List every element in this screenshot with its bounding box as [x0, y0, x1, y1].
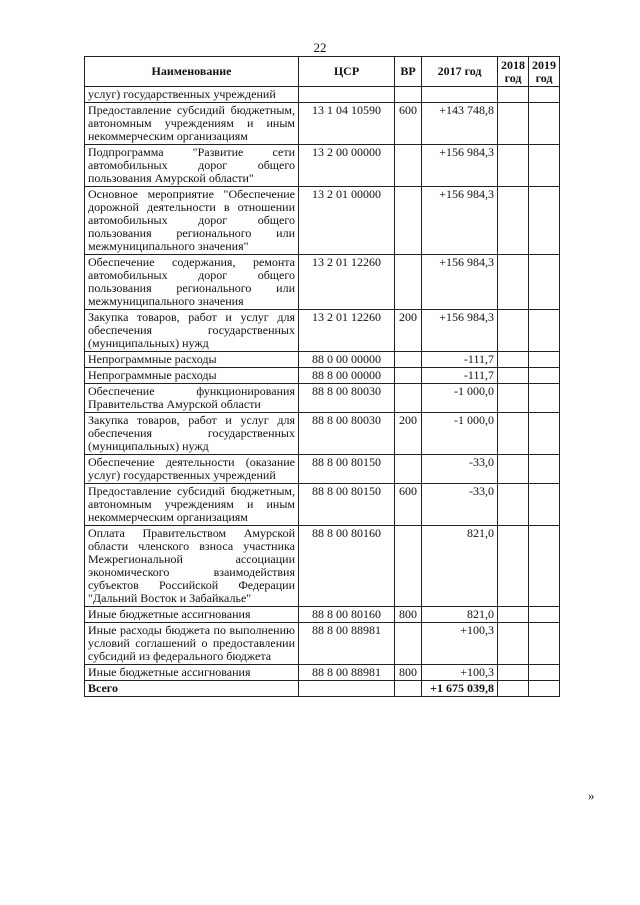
table-row: [85, 187, 560, 255]
row-2017: -1 000,0: [422, 413, 498, 455]
row-csr: 88 8 00 80030: [299, 413, 395, 455]
row-2017: +156 984,3: [422, 310, 498, 352]
row-name: Иные бюджетные ассигнования: [85, 607, 299, 623]
row-2019: [529, 368, 560, 384]
row-csr: 88 8 00 88981: [299, 665, 395, 681]
table-row: [85, 87, 560, 103]
row-name: Обеспечение функционирования Правительства Амурской области: [85, 384, 299, 413]
table-row: [85, 145, 560, 187]
row-2018: [498, 103, 529, 145]
row-name: Предоставление субсидий бюджетным, автономным учреждениям и иным некоммерческим организациям: [85, 103, 299, 145]
row-2019: [529, 352, 560, 368]
row-2017: -111,7: [422, 368, 498, 384]
table-header-row: [85, 57, 560, 87]
row-vr: 800: [395, 665, 422, 681]
row-2018: [498, 384, 529, 413]
row-2018: [498, 455, 529, 484]
row-name: Основное мероприятие "Обеспечение дорожной деятельности в отношении автомобильных дорог общего пользования регионального или межмуниципального значения": [85, 187, 299, 255]
table-row: [85, 352, 560, 368]
row-vr: 200: [395, 413, 422, 455]
row-csr: 13 2 01 12260: [299, 255, 395, 310]
row-2018: [498, 310, 529, 352]
header-name: Наименование: [85, 57, 299, 87]
row-vr: [395, 145, 422, 187]
row-vr: 200: [395, 310, 422, 352]
table-row: [85, 413, 560, 455]
row-2017: +156 984,3: [422, 255, 498, 310]
row-name: Закупка товаров, работ и услуг для обеспечения государственных (муниципальных) нужд: [85, 310, 299, 352]
table-row: [85, 607, 560, 623]
row-2018: [498, 484, 529, 526]
row-csr: 13 2 00 00000: [299, 145, 395, 187]
row-2019: [529, 607, 560, 623]
table-row: [85, 526, 560, 607]
row-name: Подпрограмма "Развитие сети автомобильных дорог общего пользования Амурской области": [85, 145, 299, 187]
table-row: [85, 255, 560, 310]
row-2017: +100,3: [422, 623, 498, 665]
header-2019: 2019 год: [529, 57, 560, 87]
row-2017: +143 748,8: [422, 103, 498, 145]
row-csr: 88 8 00 80160: [299, 607, 395, 623]
row-2019: [529, 413, 560, 455]
row-vr: [395, 681, 422, 697]
row-2017: +1 675 039,8: [422, 681, 498, 697]
row-vr: 600: [395, 484, 422, 526]
row-2017: 821,0: [422, 607, 498, 623]
row-2019: [529, 87, 560, 103]
table-row: [85, 384, 560, 413]
row-2019: [529, 484, 560, 526]
row-2019: [529, 526, 560, 607]
page-number: 22: [313, 40, 327, 55]
row-2018: [498, 413, 529, 455]
row-vr: [395, 187, 422, 255]
row-2019: [529, 103, 560, 145]
row-csr: 88 0 00 00000: [299, 352, 395, 368]
table-row: [85, 665, 560, 681]
row-2018: [498, 607, 529, 623]
row-name: Всего: [85, 681, 299, 697]
row-2018: [498, 623, 529, 665]
row-csr: 88 8 00 80030: [299, 384, 395, 413]
row-2019: [529, 187, 560, 255]
row-name: услуг) государственных учреждений: [85, 87, 299, 103]
row-2019: [529, 623, 560, 665]
row-2017: +156 984,3: [422, 145, 498, 187]
row-2018: [498, 681, 529, 697]
row-2018: [498, 255, 529, 310]
row-2019: [529, 455, 560, 484]
row-name: Оплата Правительством Амурской области членского взноса участника Межрегиональной ассоциации экономического взаимодействия субъектов Российской Федерации "Дальний Восток и Забайкалье": [85, 526, 299, 607]
row-2019: [529, 310, 560, 352]
row-2018: [498, 352, 529, 368]
row-csr: 88 8 00 88981: [299, 623, 395, 665]
row-name: Иные расходы бюджета по выполнению условий соглашений о предоставлении субсидий из федерального бюджета: [85, 623, 299, 665]
continuation-mark: »: [588, 788, 595, 803]
row-2017: -1 000,0: [422, 384, 498, 413]
row-vr: [395, 623, 422, 665]
row-name: Предоставление субсидий бюджетным, автономным учреждениям и иным некоммерческим организациям: [85, 484, 299, 526]
row-2017: -33,0: [422, 484, 498, 526]
header-2017: 2017 год: [422, 57, 498, 87]
row-2017: -33,0: [422, 455, 498, 484]
row-name: Иные бюджетные ассигнования: [85, 665, 299, 681]
row-2019: [529, 384, 560, 413]
row-name: Обеспечение содержания, ремонта автомобильных дорог общего пользования регионального или межмуниципального значения: [85, 255, 299, 310]
table-row: [85, 455, 560, 484]
row-vr: [395, 352, 422, 368]
row-2018: [498, 526, 529, 607]
row-name: Закупка товаров, работ и услуг для обеспечения государственных (муниципальных) нужд: [85, 413, 299, 455]
row-2018: [498, 87, 529, 103]
row-2017: +100,3: [422, 665, 498, 681]
row-2018: [498, 145, 529, 187]
table-row: [85, 368, 560, 384]
row-vr: [395, 384, 422, 413]
row-vr: [395, 255, 422, 310]
row-2019: [529, 681, 560, 697]
table-row: [85, 623, 560, 665]
row-2017: [422, 87, 498, 103]
row-2017: +156 984,3: [422, 187, 498, 255]
table-row: [85, 103, 560, 145]
row-csr: 88 8 00 80150: [299, 484, 395, 526]
row-vr: [395, 526, 422, 607]
row-vr: [395, 87, 422, 103]
row-csr: 13 2 01 12260: [299, 310, 395, 352]
row-2018: [498, 368, 529, 384]
row-csr: [299, 681, 395, 697]
row-2017: -111,7: [422, 352, 498, 368]
header-2018: 2018 год: [498, 57, 529, 87]
table-row: [85, 484, 560, 526]
row-vr: 800: [395, 607, 422, 623]
header-vr: ВР: [395, 57, 422, 87]
row-vr: [395, 455, 422, 484]
row-csr: [299, 87, 395, 103]
row-csr: 13 1 04 10590: [299, 103, 395, 145]
row-name: Непрограммные расходы: [85, 352, 299, 368]
row-csr: 88 8 00 80160: [299, 526, 395, 607]
row-2018: [498, 665, 529, 681]
table-total-row: [85, 681, 560, 697]
row-2017: 821,0: [422, 526, 498, 607]
budget-table: [84, 56, 560, 697]
row-csr: 13 2 01 00000: [299, 187, 395, 255]
row-2019: [529, 145, 560, 187]
row-name: Обеспечение деятельности (оказание услуг) государственных учреждений: [85, 455, 299, 484]
row-2018: [498, 187, 529, 255]
row-csr: 88 8 00 00000: [299, 368, 395, 384]
row-vr: 600: [395, 103, 422, 145]
header-csr: ЦСР: [299, 57, 395, 87]
table-row: [85, 310, 560, 352]
row-csr: 88 8 00 80150: [299, 455, 395, 484]
row-2019: [529, 255, 560, 310]
row-vr: [395, 368, 422, 384]
row-2019: [529, 665, 560, 681]
row-name: Непрограммные расходы: [85, 368, 299, 384]
